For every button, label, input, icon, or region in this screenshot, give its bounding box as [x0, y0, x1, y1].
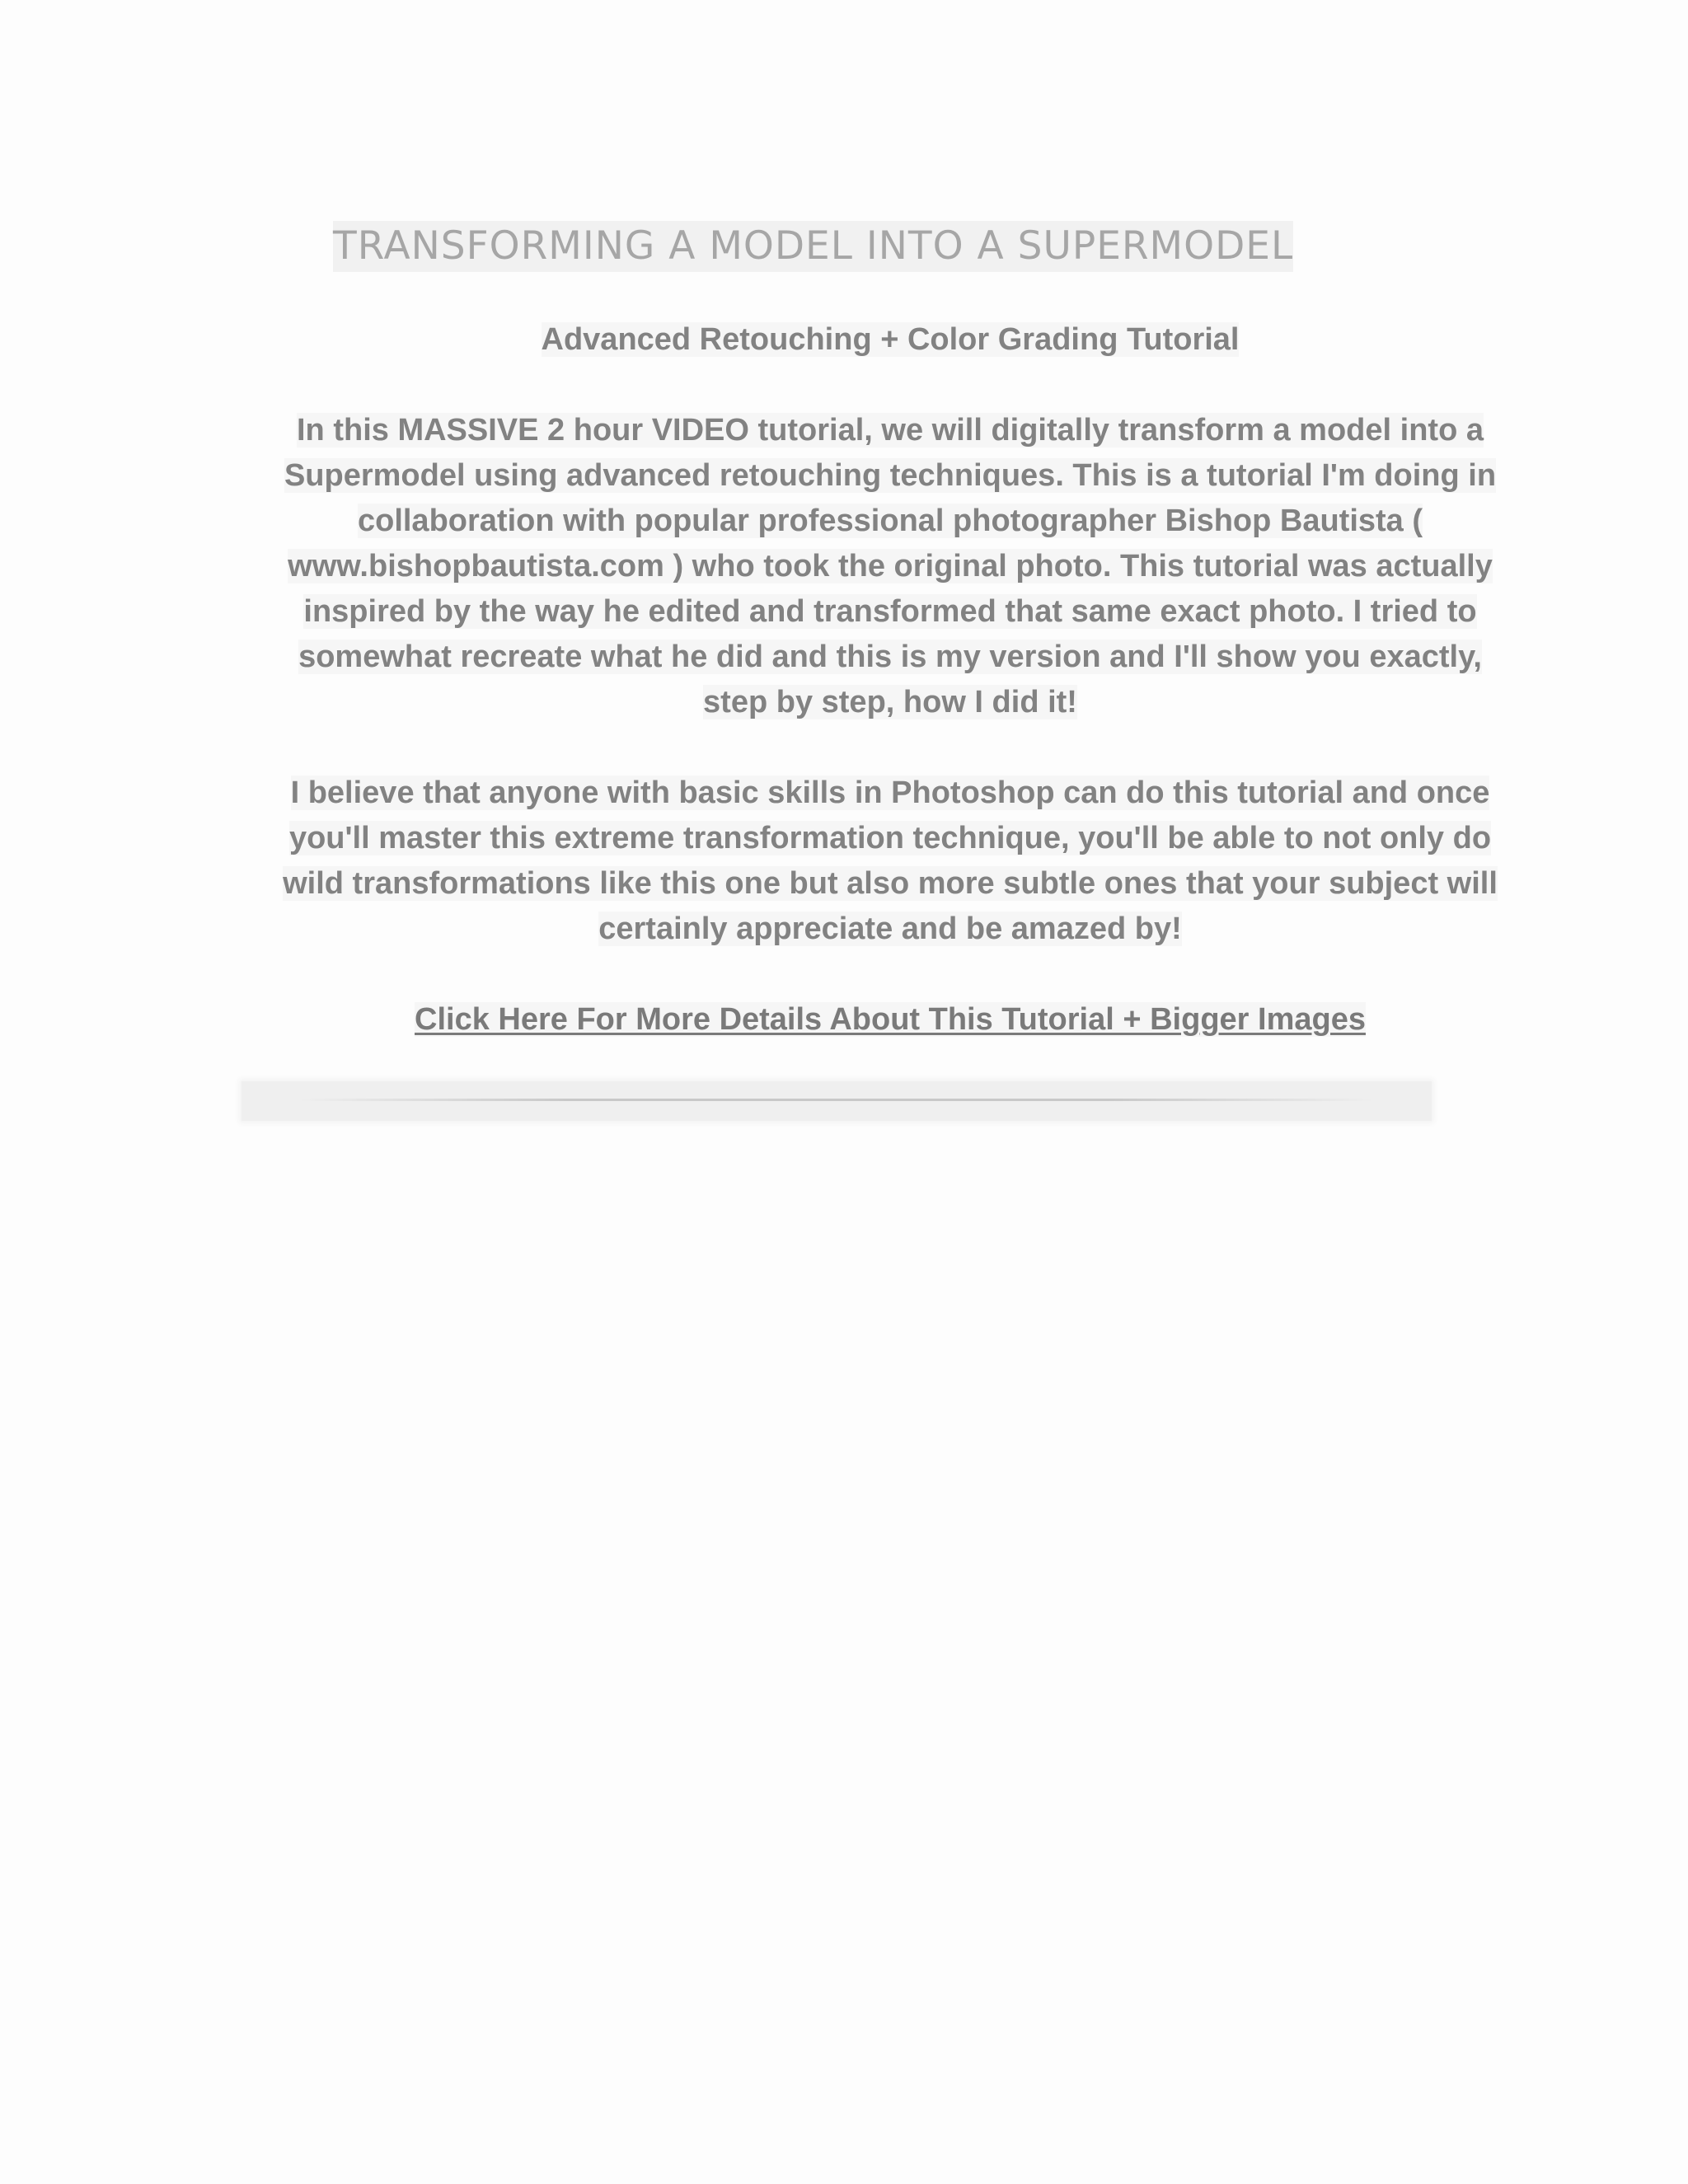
- skills-paragraph: [272, 771, 1508, 952]
- intro-paragraph-text: In this MASSIVE 2 hour VIDEO tutorial, we will digitally transform a model into a Supermodel using advanced retouching techniques. This is a tutorial I'm doing in collaboration with popular professional photographer Bishop Bautista ( www.bishopbautista.com ) who took the original photo. This tutorial was actually inspired by the way he edited and transformed that same exact photo. I tried to somewhat recreate what he did and this is my version and I'll show you exactly, step by step, how I did it!: [284, 413, 1497, 719]
- subtitle: [272, 317, 1508, 363]
- intro-paragraph: [272, 408, 1508, 725]
- document-body: [272, 317, 1508, 1043]
- page-title-container: [333, 221, 1335, 272]
- divider: [241, 1081, 1432, 1121]
- details-link[interactable]: Click Here For More Details About This Tutorial + Bigger Images: [415, 1002, 1366, 1037]
- divider-line: [299, 1099, 1374, 1101]
- page-title: TRANSFORMING A MODEL INTO A SUPERMODEL: [333, 221, 1293, 272]
- details-link-line: [272, 997, 1508, 1043]
- subtitle-text: Advanced Retouching + Color Grading Tutorial: [541, 322, 1240, 357]
- skills-paragraph-text: I believe that anyone with basic skills in Photoshop can do this tutorial and once you'll master this extreme transformation technique, you'll be able to not only do wild transformations like this one but also more subtle ones that your subject will certainly appreciate and be amazed by!: [283, 776, 1498, 946]
